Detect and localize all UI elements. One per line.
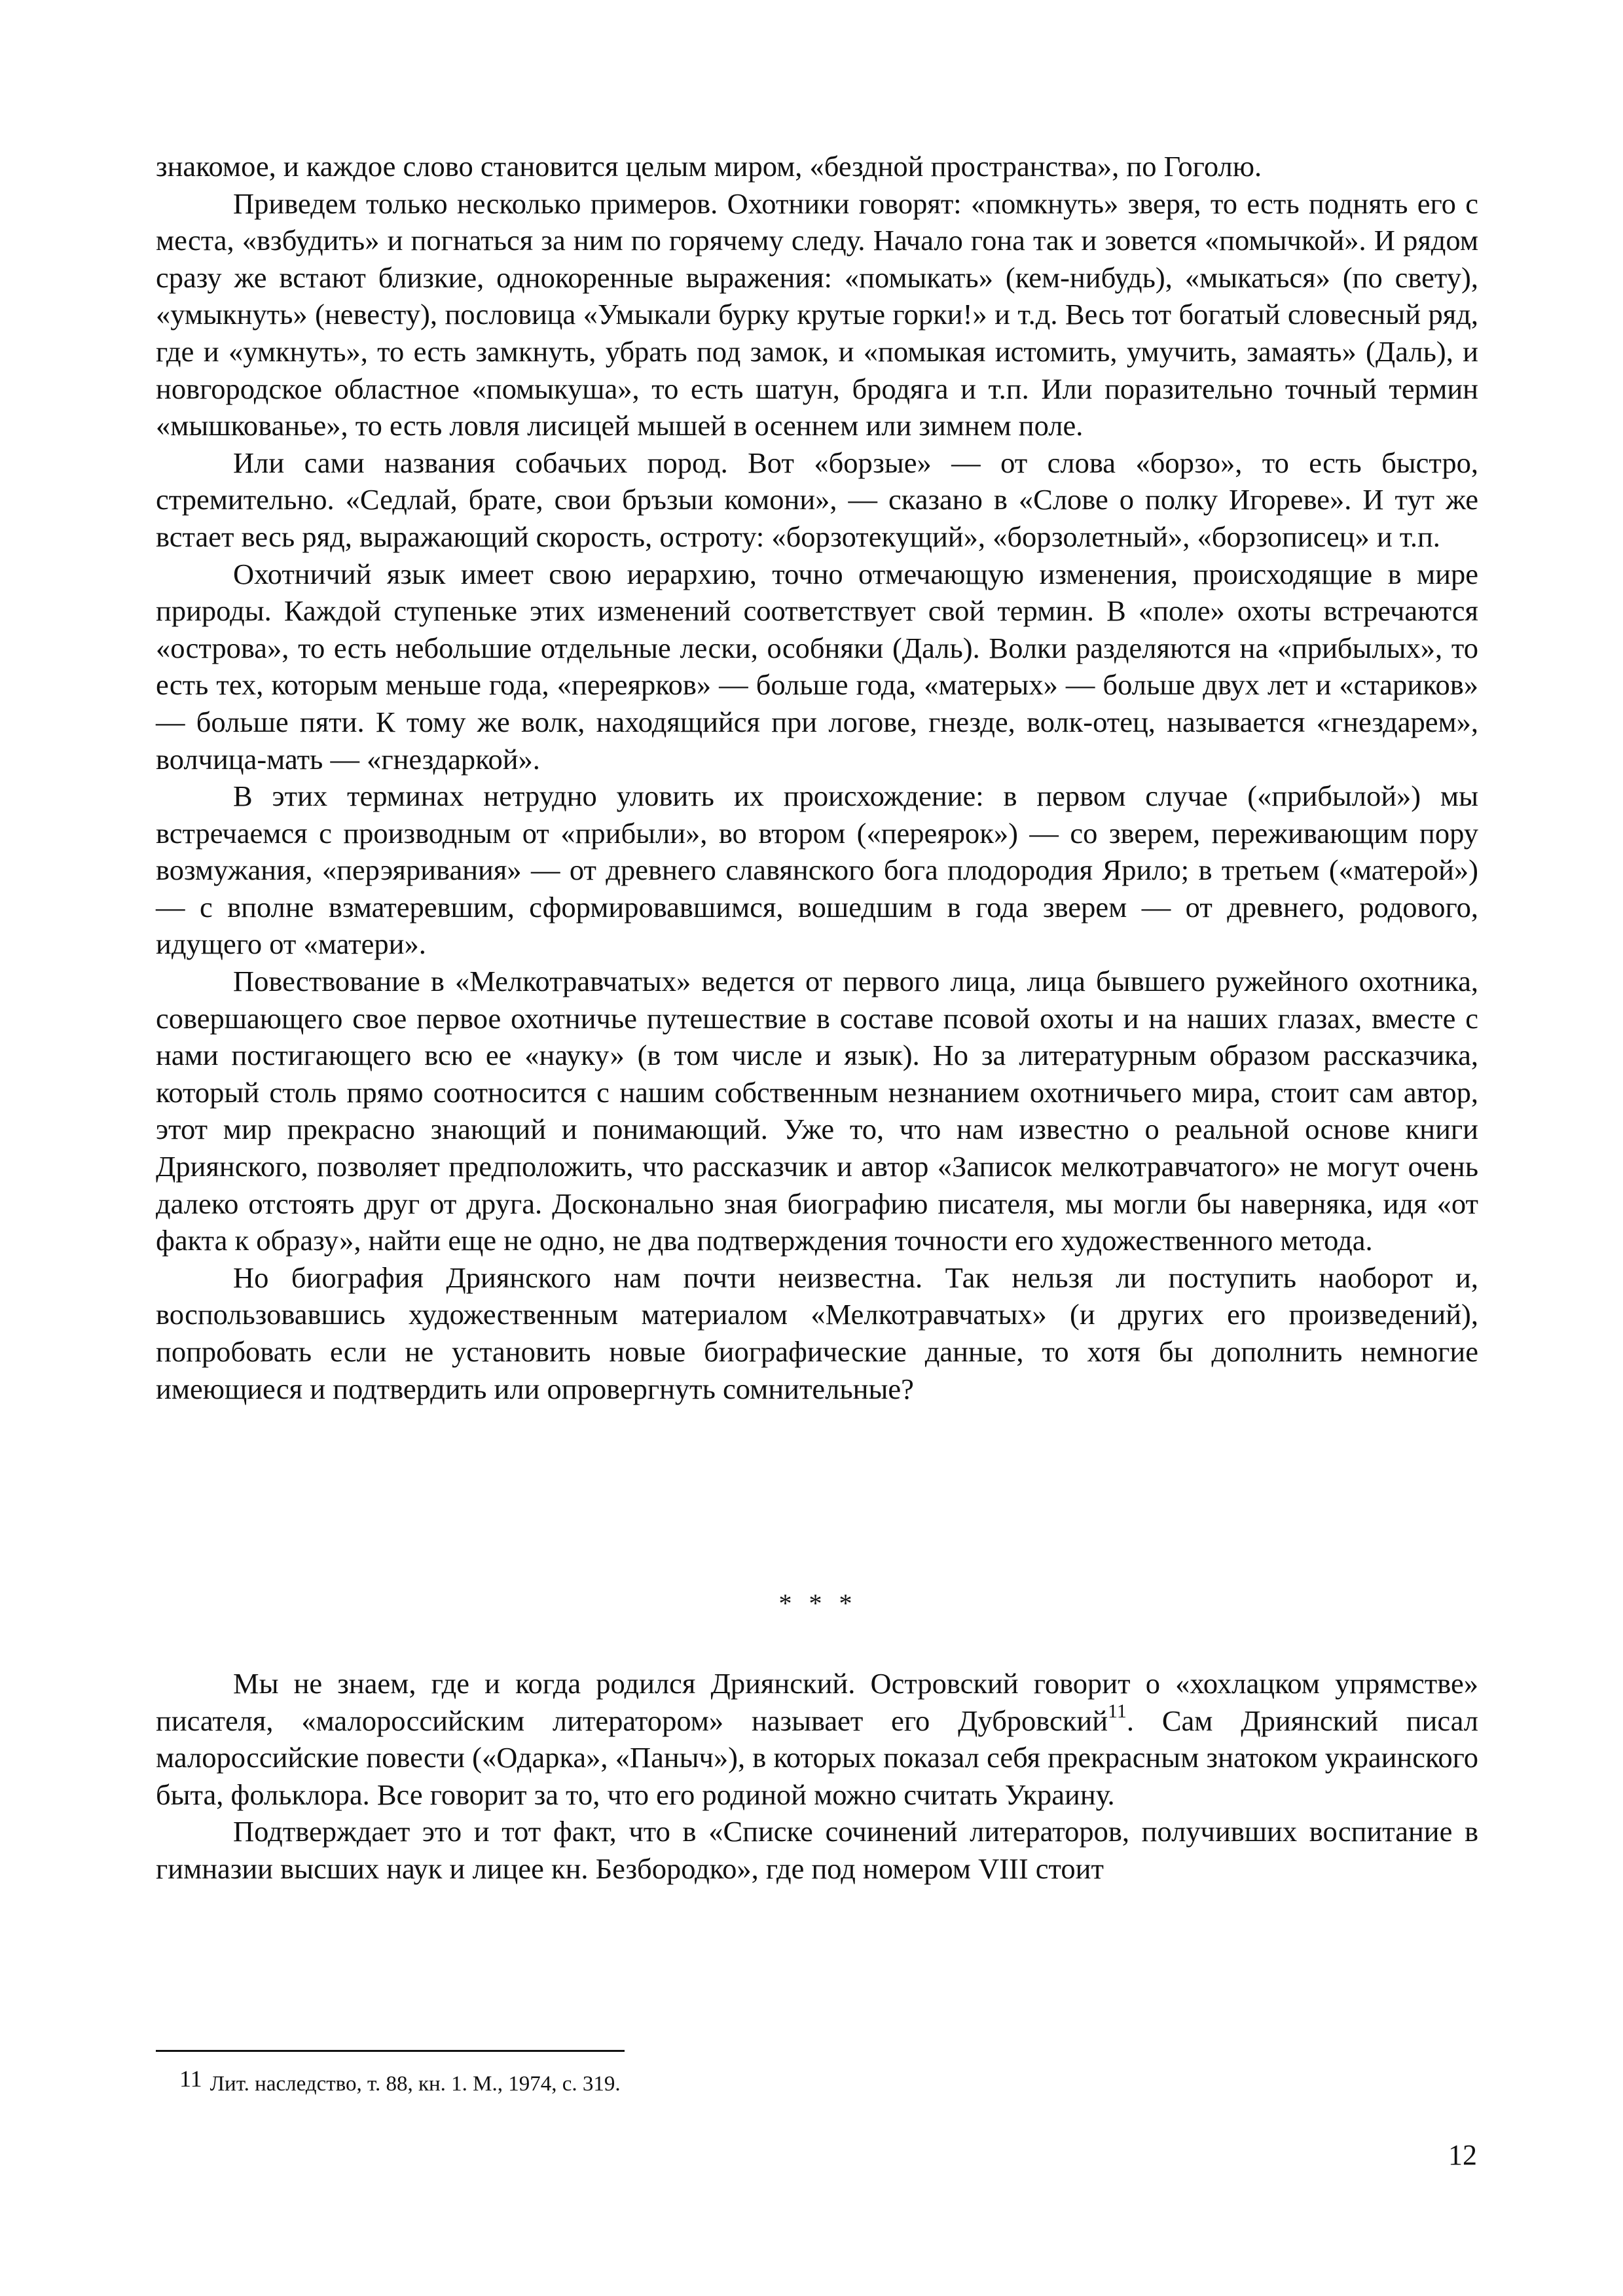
page-number: 12: [1448, 2139, 1477, 2171]
paragraph: Или сами названия собачьих пород. Вот «борзые» — от слова «борзо», то есть быстро, стремительно. «Седлай, брате, свои бръзыи комони», — сказано в «Слове о полку Игореве». И тут же встает весь ряд, выражающий скорость, остроту: «борзотекущий», «борзолетный», «борзописец» и т.п.: [156, 446, 1478, 553]
second-section-text: [156, 1665, 1478, 1888]
paragraph: В этих терминах нетрудно уловить их происхождение: в первом случае («прибылой») мы встречаемся с производным от «прибыли», во втором («переярок») — со зверем, переживающим пору возмужания, «перэяривания» — от древнего славянского бога плодородия Ярило; в третьем («матерой») — с вполне взматеревшим, сформировавшимся, вошедшим в года зверем — от древнего, родового, идущего от «матери».: [156, 780, 1478, 961]
paragraph: Охотничий язык имеет свою иерархию, точно отмечающую изменения, происходящие в мире природы. Каждой ступеньке этих изменений соответствует свой термин. В «поле» охоты встречаются «острова», то есть небольшие отдельные лески, особняки (Даль). Волки разделяются на «прибылых», то есть тех, которым меньше года, «переярков» — больше года, «матерых» — больше двух лет и «стариков» — больше пяти. К тому же волк, находящийся при логове, гнезде, волк-отец, называется «гнездарем», волчица-мать — «гнездаркой».: [156, 557, 1478, 776]
paragraph: знакомое, и каждое слово становится целым миром, «бездной пространства», по Гоголю.: [156, 150, 1262, 183]
paragraph: Повествование в «Мелкотравчатых» ведется от первого лица, лица бывшего ружейного охотника, совершающего свое первое охотничье путешествие в составе псовой охоты и на наших глазах, вместе с нами постигающего всю ее «науку» (в том числе и язык). Но за литературным образом рассказчика, который столь прямо соотносится с нашим собственным незнанием охотничьего мира, стоит сам автор, этот мир прекрасно знающий и понимающий. Уже то, что нам известно о реальной основе книги Дриянского, позволяет предположить, что рассказчик и автор «Записок мелкотравчатого» не могут очень далеко отстоять друг от друга. Досконально зная биографию писателя, мы могли бы наверняка, идя «от факта к образу», найти еще не одно, не два подтверждения точности его художественного метода.: [156, 965, 1478, 1257]
footnote: [179, 2068, 1423, 2098]
paragraph: Подтверждает это и тот факт, что в «Списке сочинений литераторов, получивших воспитание в гимназии высших наук и лицее кн. Безбородко», где под номером VIII стоит: [156, 1815, 1478, 1885]
footnote-divider: [156, 2050, 625, 2052]
footnote-reference[interactable]: 11: [1108, 1700, 1127, 1722]
footnote-text: Лит. наследство, т. 88, кн. 1. М., 1974, с. 319.: [210, 2072, 621, 2096]
section-separator: * * *: [778, 1588, 858, 1618]
paragraph: [156, 1665, 1478, 1813]
paragraph-text: . Сам Дриянский писал малороссийские повести («Одарка», «Паныч»), в которых показал себя прекрасным знатоком украинского быта, фольклора. Все говорит за то, что его родиной можно считать Украину.: [156, 1704, 1478, 1811]
footnote-number: 11: [179, 2066, 202, 2092]
paragraph: Но биография Дриянского нам почти неизвестна. Так нельзя ли поступить наоборот и, воспользовавшись художественным материалом «Мелкотравчатых» (и других его произведений), попробовать если не установить новые биографические данные, то хотя бы дополнить немногие имеющиеся и подтвердить или опровергнуть сомнительные?: [156, 1261, 1478, 1405]
paragraph: Приведем только несколько примеров. Охотники говорят: «помкнуть» зверя, то есть поднять его с места, «взбудить» и погнаться за ним по горячему следу. Начало гона так и зовется «помычкой». И рядом сразу же встают близкие, однокоренные выражения: «помыкать» (кем-нибудь), «мыкаться» (по свету), «умыкнуть» (невесту), пословица «Умыкали бурку крутые горки!» и т.д. Весь тот богатый словесный ряд, где и «умкнуть», то есть замкнуть, убрать под замок, и «помыкая истомить, умучить, замаять» (Даль), и новгородское областное «помыкуша», то есть шатун, бродяга и т.п. Или поразительно точный термин «мышкованье», то есть ловля лисицей мышей в осеннем или зимнем поле.: [156, 187, 1478, 442]
paragraph-text: Мы не знаем, где и когда родился Дриянский. Островский говорит о «хохлацком упрямстве» писателя, «малороссийским литератором» называет его Дубровский: [156, 1667, 1478, 1737]
main-text-block: [156, 148, 1478, 1407]
